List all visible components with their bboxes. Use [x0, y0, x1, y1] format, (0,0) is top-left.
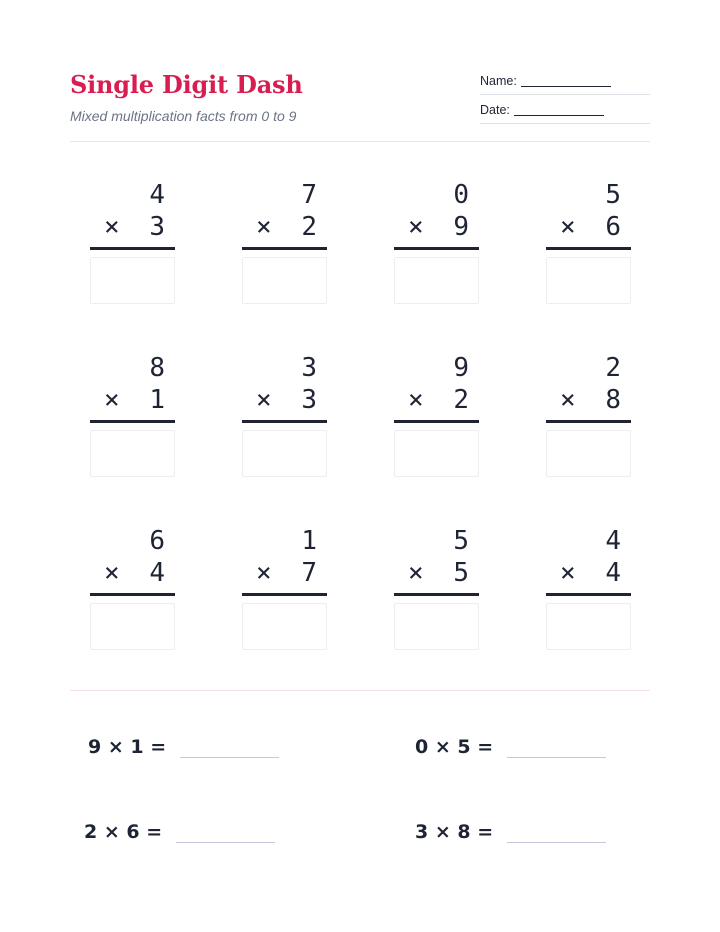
- answer-bar: [546, 593, 631, 596]
- bottom-factor: 4: [149, 558, 165, 588]
- worksheet-title: Single Digit Dash: [70, 70, 303, 99]
- name-label: Name:: [480, 74, 517, 88]
- top-factor: 5: [453, 526, 469, 556]
- vertical-problem: [90, 180, 175, 300]
- date-blank-line[interactable]: [514, 115, 604, 116]
- multiply-sign: ×: [560, 385, 576, 415]
- answer-bar: [242, 247, 327, 250]
- multiply-sign: ×: [104, 558, 120, 588]
- vertical-problem: [546, 526, 631, 646]
- answer-bar: [394, 420, 479, 423]
- bottom-factor: 1: [149, 385, 165, 415]
- date-label: Date:: [480, 103, 510, 117]
- bottom-factor: 3: [149, 212, 165, 242]
- horizontal-problem: [84, 821, 176, 843]
- vertical-problem: [242, 353, 327, 473]
- answer-box[interactable]: [90, 603, 175, 650]
- problem-expression: 2 × 6 =: [84, 821, 163, 843]
- top-factor: 4: [149, 180, 165, 210]
- answer-box[interactable]: [90, 430, 175, 477]
- answer-bar: [394, 247, 479, 250]
- answer-bar: [90, 593, 175, 596]
- horizontal-problem: [88, 736, 180, 758]
- top-factor: 5: [605, 180, 621, 210]
- answer-bar: [242, 420, 327, 423]
- answer-bar: [546, 247, 631, 250]
- answer-bar: [242, 593, 327, 596]
- top-factor: 8: [149, 353, 165, 383]
- multiply-sign: ×: [256, 212, 272, 242]
- section-divider: [70, 690, 650, 691]
- vertical-problem: [394, 353, 479, 473]
- multiply-sign: ×: [408, 212, 424, 242]
- answer-line[interactable]: [180, 757, 279, 758]
- top-factor: 0: [453, 180, 469, 210]
- top-factor: 3: [301, 353, 317, 383]
- bottom-factor: 9: [453, 212, 469, 242]
- vertical-problem: [394, 180, 479, 300]
- answer-bar: [90, 420, 175, 423]
- bottom-factor: 6: [605, 212, 621, 242]
- name-field[interactable]: [480, 68, 650, 95]
- answer-box[interactable]: [546, 603, 631, 650]
- vertical-problem: [242, 180, 327, 300]
- multiply-sign: ×: [408, 558, 424, 588]
- top-factor: 2: [605, 353, 621, 383]
- bottom-factor: 7: [301, 558, 317, 588]
- answer-box[interactable]: [546, 257, 631, 304]
- answer-box[interactable]: [394, 603, 479, 650]
- vertical-problem: [90, 526, 175, 646]
- answer-bar: [90, 247, 175, 250]
- bottom-factor: 8: [605, 385, 621, 415]
- answer-line[interactable]: [176, 842, 275, 843]
- top-factor: 9: [453, 353, 469, 383]
- problem-expression: 0 × 5 =: [415, 736, 494, 758]
- multiply-sign: ×: [104, 385, 120, 415]
- header-divider: [70, 141, 650, 142]
- top-factor: 7: [301, 180, 317, 210]
- answer-line[interactable]: [507, 842, 606, 843]
- multiply-sign: ×: [256, 558, 272, 588]
- top-factor: 1: [301, 526, 317, 556]
- answer-box[interactable]: [242, 430, 327, 477]
- top-factor: 4: [605, 526, 621, 556]
- multiply-sign: ×: [560, 212, 576, 242]
- answer-box[interactable]: [394, 257, 479, 304]
- vertical-problem: [242, 526, 327, 646]
- multiply-sign: ×: [560, 558, 576, 588]
- multiply-sign: ×: [104, 212, 120, 242]
- horizontal-problem: [415, 736, 507, 758]
- bottom-factor: 2: [301, 212, 317, 242]
- answer-box[interactable]: [546, 430, 631, 477]
- answer-box[interactable]: [242, 257, 327, 304]
- vertical-problem: [546, 353, 631, 473]
- multiply-sign: ×: [408, 385, 424, 415]
- name-blank-line[interactable]: [521, 86, 611, 87]
- answer-bar: [546, 420, 631, 423]
- date-field[interactable]: [480, 97, 650, 124]
- horizontal-problem: [415, 821, 507, 843]
- answer-line[interactable]: [507, 757, 606, 758]
- bottom-factor: 4: [605, 558, 621, 588]
- answer-box[interactable]: [90, 257, 175, 304]
- bottom-factor: 2: [453, 385, 469, 415]
- vertical-problem: [394, 526, 479, 646]
- bottom-factor: 5: [453, 558, 469, 588]
- answer-box[interactable]: [242, 603, 327, 650]
- answer-bar: [394, 593, 479, 596]
- problem-expression: 9 × 1 =: [88, 736, 167, 758]
- problem-expression: 3 × 8 =: [415, 821, 494, 843]
- top-factor: 6: [149, 526, 165, 556]
- multiply-sign: ×: [256, 385, 272, 415]
- bottom-factor: 3: [301, 385, 317, 415]
- answer-box[interactable]: [394, 430, 479, 477]
- vertical-problem: [546, 180, 631, 300]
- worksheet-subtitle: Mixed multiplication facts from 0 to 9: [70, 108, 297, 124]
- vertical-problem: [90, 353, 175, 473]
